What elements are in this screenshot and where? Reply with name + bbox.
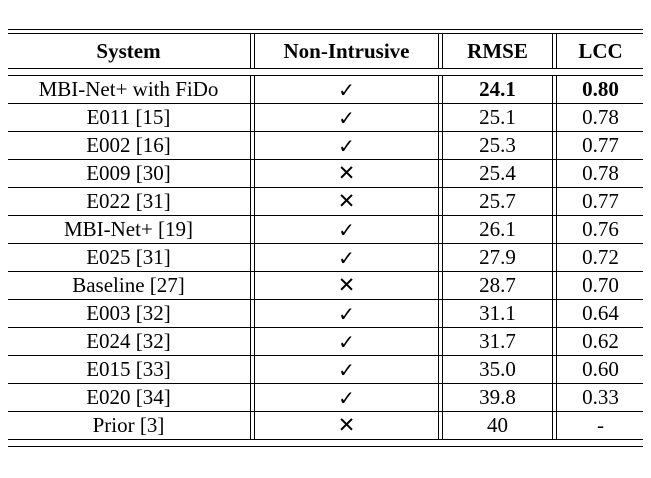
cell-rmse: 35.0: [479, 357, 516, 381]
column-separator: [551, 34, 558, 68]
column-separator: [551, 356, 558, 383]
column-separator: [249, 132, 256, 159]
cell-system: Prior [3]: [92, 413, 165, 437]
cross-icon: ✕: [337, 273, 356, 297]
table-row: [8, 188, 643, 216]
table-body: [8, 76, 643, 440]
cell-system: E015 [33]: [86, 357, 171, 381]
column-separator: [437, 356, 444, 383]
cell-rmse: 28.7: [479, 273, 516, 297]
column-separator: [551, 216, 558, 243]
check-icon: ✓: [338, 133, 355, 158]
column-separator: [249, 244, 256, 271]
table-row: [8, 132, 643, 160]
cell-rmse: 25.4: [479, 161, 516, 185]
column-separator: [551, 104, 558, 131]
cross-icon: ✕: [337, 189, 356, 213]
column-separator: [551, 412, 558, 439]
table-row: [8, 328, 643, 356]
column-separator: [249, 34, 256, 68]
cell-lcc: 0.60: [582, 357, 619, 381]
table-row: [8, 412, 643, 440]
column-separator: [249, 412, 256, 439]
header-system: System: [96, 38, 161, 63]
cell-system: E003 [32]: [86, 301, 171, 325]
column-separator: [437, 76, 444, 103]
cell-system: E011 [15]: [86, 105, 171, 129]
column-separator: [437, 160, 444, 187]
cell-rmse: 25.3: [479, 133, 516, 157]
check-icon: ✓: [338, 385, 355, 410]
column-separator: [437, 244, 444, 271]
cell-lcc: 0.77: [582, 133, 619, 157]
results-table: [8, 29, 643, 447]
table-row: [8, 356, 643, 384]
cross-icon: ✕: [337, 413, 356, 437]
table-row: [8, 216, 643, 244]
column-separator: [437, 216, 444, 243]
cell-system: E024 [32]: [86, 329, 171, 353]
header-lcc: LCC: [578, 38, 623, 63]
column-separator: [551, 188, 558, 215]
cell-rmse: 31.7: [479, 329, 516, 353]
table-row: [8, 76, 643, 104]
column-separator: [249, 216, 256, 243]
table-row: [8, 104, 643, 132]
cell-rmse: 40: [487, 413, 508, 437]
cell-system: E025 [31]: [86, 245, 171, 269]
table-row: [8, 272, 643, 300]
column-separator: [551, 300, 558, 327]
column-separator: [551, 384, 558, 411]
check-icon: ✓: [338, 77, 355, 102]
check-icon: ✓: [338, 329, 355, 354]
cell-rmse: 25.7: [479, 189, 516, 213]
table-header-row: [8, 34, 643, 68]
cell-rmse: 31.1: [479, 301, 516, 325]
cell-system: Baseline [27]: [72, 273, 185, 297]
column-separator: [437, 384, 444, 411]
column-separator: [437, 188, 444, 215]
column-separator: [437, 132, 444, 159]
column-separator: [249, 272, 256, 299]
cell-system: E002 [16]: [86, 133, 171, 157]
cell-lcc: -: [597, 413, 604, 437]
column-separator: [551, 132, 558, 159]
column-separator: [437, 300, 444, 327]
cell-rmse: 26.1: [479, 217, 516, 241]
cell-system: MBI-Net+ [19]: [63, 217, 194, 241]
cell-rmse: 24.1: [479, 77, 516, 101]
check-icon: ✓: [338, 217, 355, 242]
cell-lcc: 0.78: [582, 161, 619, 185]
cell-system: E020 [34]: [86, 385, 171, 409]
column-separator: [249, 328, 256, 355]
cell-lcc: 0.76: [582, 217, 619, 241]
cross-icon: ✕: [337, 161, 356, 185]
cell-rmse: 25.1: [479, 105, 516, 129]
column-separator: [551, 244, 558, 271]
column-separator: [249, 160, 256, 187]
column-separator: [249, 356, 256, 383]
cell-system: E009 [30]: [86, 161, 171, 185]
check-icon: ✓: [338, 105, 355, 130]
column-separator: [437, 104, 444, 131]
column-separator: [249, 188, 256, 215]
column-separator: [551, 160, 558, 187]
table-row: [8, 160, 643, 188]
table-row: [8, 300, 643, 328]
column-separator: [249, 104, 256, 131]
header-non-intrusive: Non-Intrusive: [283, 38, 410, 63]
column-separator: [437, 272, 444, 299]
column-separator: [437, 328, 444, 355]
cell-lcc: 0.78: [582, 105, 619, 129]
cell-system: MBI-Net+ with FiDo: [38, 77, 219, 101]
cell-rmse: 39.8: [479, 385, 516, 409]
check-icon: ✓: [338, 301, 355, 326]
column-separator: [249, 76, 256, 103]
bottom-rule: [8, 446, 643, 447]
column-separator: [249, 300, 256, 327]
cell-lcc: 0.33: [582, 385, 619, 409]
column-separator: [551, 76, 558, 103]
cell-lcc: 0.72: [582, 245, 619, 269]
cell-lcc: 0.64: [582, 301, 619, 325]
cell-lcc: 0.77: [582, 189, 619, 213]
check-icon: ✓: [338, 245, 355, 270]
cell-lcc: 0.80: [582, 77, 619, 101]
cell-rmse: 27.9: [479, 245, 516, 269]
column-separator: [437, 412, 444, 439]
table-row: [8, 244, 643, 272]
check-icon: ✓: [338, 357, 355, 382]
table-row: [8, 384, 643, 412]
cell-lcc: 0.62: [582, 329, 619, 353]
cell-lcc: 0.70: [582, 273, 619, 297]
column-separator: [551, 328, 558, 355]
column-separator: [437, 34, 444, 68]
column-separator: [249, 384, 256, 411]
cell-system: E022 [31]: [86, 189, 171, 213]
column-separator: [551, 272, 558, 299]
header-rmse: RMSE: [467, 38, 528, 63]
